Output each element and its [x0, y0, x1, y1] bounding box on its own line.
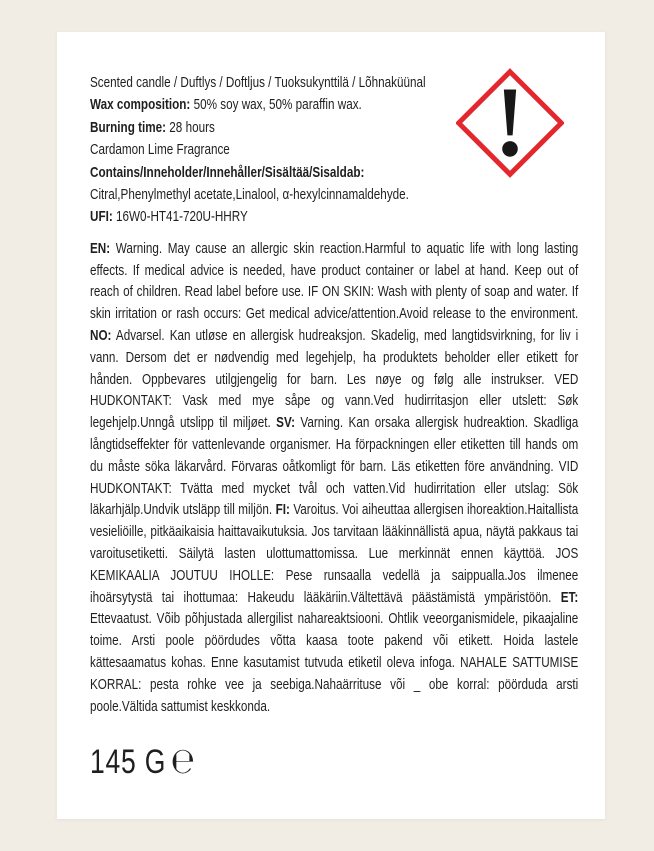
product-names-line: Scented candle / Duftlys / Doftljus / Tuoksukynttilä / Lõhnaküünal: [90, 74, 426, 91]
hazard-warnings-paragraph: EN: Warning. May cause an allergic skin reaction.Harmful to aquatic life with long lasting effects. If medical advice is needed, have product container or label at hand. Keep out of reach of children. Read label before use. IF ON SKIN: Wash with plenty of soap and water. If skin irritation or rash occurs: Get medical advice/attention.Avoid release to the environment. NO: Advarsel. Kan utløse en allergisk hudreaksjon. Skadelig, med langtidsvirkning, for liv i vann. Dersom det er nødvendig med legehjelp, ha produktets beholder eller etikett for hånden. Oppbevares utilgjengelig for barn. Les nøye og følg alle instrukser. VED HUDKONTAKT: Vask med mye såpe og vann.Ved hudirritasjon eller utslett: Søk legehjelp.Unngå utslipp til miljøet. SV: Varning. Kan orsaka allergisk hudreaktion. Skadliga långtidseffekter för vattenlevande organismer. Ha förpackningen eller etiketten till hands om du måste söka läkarvård. Förvaras oåtkomligt för barn. Läs etiketten före användning. VID HUDKONTAKT: Tvätta med mycket tvål och vatten.Vid hudirritation eller utslag: Sök läkarhjälp.Undvik utsläpp till miljön. FI: Varoitus. Voi aiheuttaa allergisen ihoreaktion.Haitallista vesieliöille, pitkäaikaisia haittavaikutuksia. Jos tarvitaan lääkinnällistä apua, näytä pakkaus tai varoitusetiketti. Säilytä lasten ulottumattomissa. Lue merkinnät ennen käyttöä. JOS KEMIKAALIA JOUTUU IHOLLE: Pese runsaalla vedellä ja saippualla.Jos ilmenee ihoärsytystä tai ihottumaa: Hakeudu lääkäriin.Vältettävä päästämistä ympäristöön. ET: Ettevaatust. Võib põhjustada allergilist nahareaktsiooni. Ohtlik veeorganismidele, pikaajaline toime. Arsti poole pöördudes võtta kaasa toote pakend või etikett. Hoida lastele kättesaamatus kohas. Enne kasutamist tutvuda etiketil oleva infoga. NAHALE SATTUMISE KORRAL: pesta rohke vee ja seebiga.Nahaärrituse või _ obe korral: pöörduda arsti poole.Vältida sattumist keskkonda.: [90, 239, 579, 715]
wax-composition-label: Wax composition:: [90, 96, 191, 114]
ufi-label: UFI:: [90, 208, 113, 226]
burning-time-label: Burning time:: [90, 118, 167, 136]
estimated-sign-icon: ℮: [170, 741, 195, 783]
burning-time-line: [90, 117, 578, 139]
wax-composition-value: 50% soy wax, 50% paraffin wax.: [190, 96, 362, 114]
burning-time-value: 28 hours: [166, 118, 215, 136]
fragrance-line: Cardamon Lime Fragrance: [90, 141, 230, 159]
net-weight-line: [90, 743, 578, 781]
label-text-column: [90, 72, 578, 781]
ingredients-line: Citral,Phenylmethyl acetate,Linalool, α-hexylcinnamaldehyde.: [90, 186, 409, 204]
contains-heading: Contains/Inneholder/Innehåller/Sisältää/Sisaldab:: [90, 163, 365, 181]
wax-composition-line: [90, 94, 578, 116]
ufi-line: [90, 206, 578, 228]
label-card: [57, 32, 605, 819]
ufi-value: 16W0-HT41-720U-HHRY: [112, 208, 248, 226]
net-weight-value: 145 G: [90, 743, 167, 782]
